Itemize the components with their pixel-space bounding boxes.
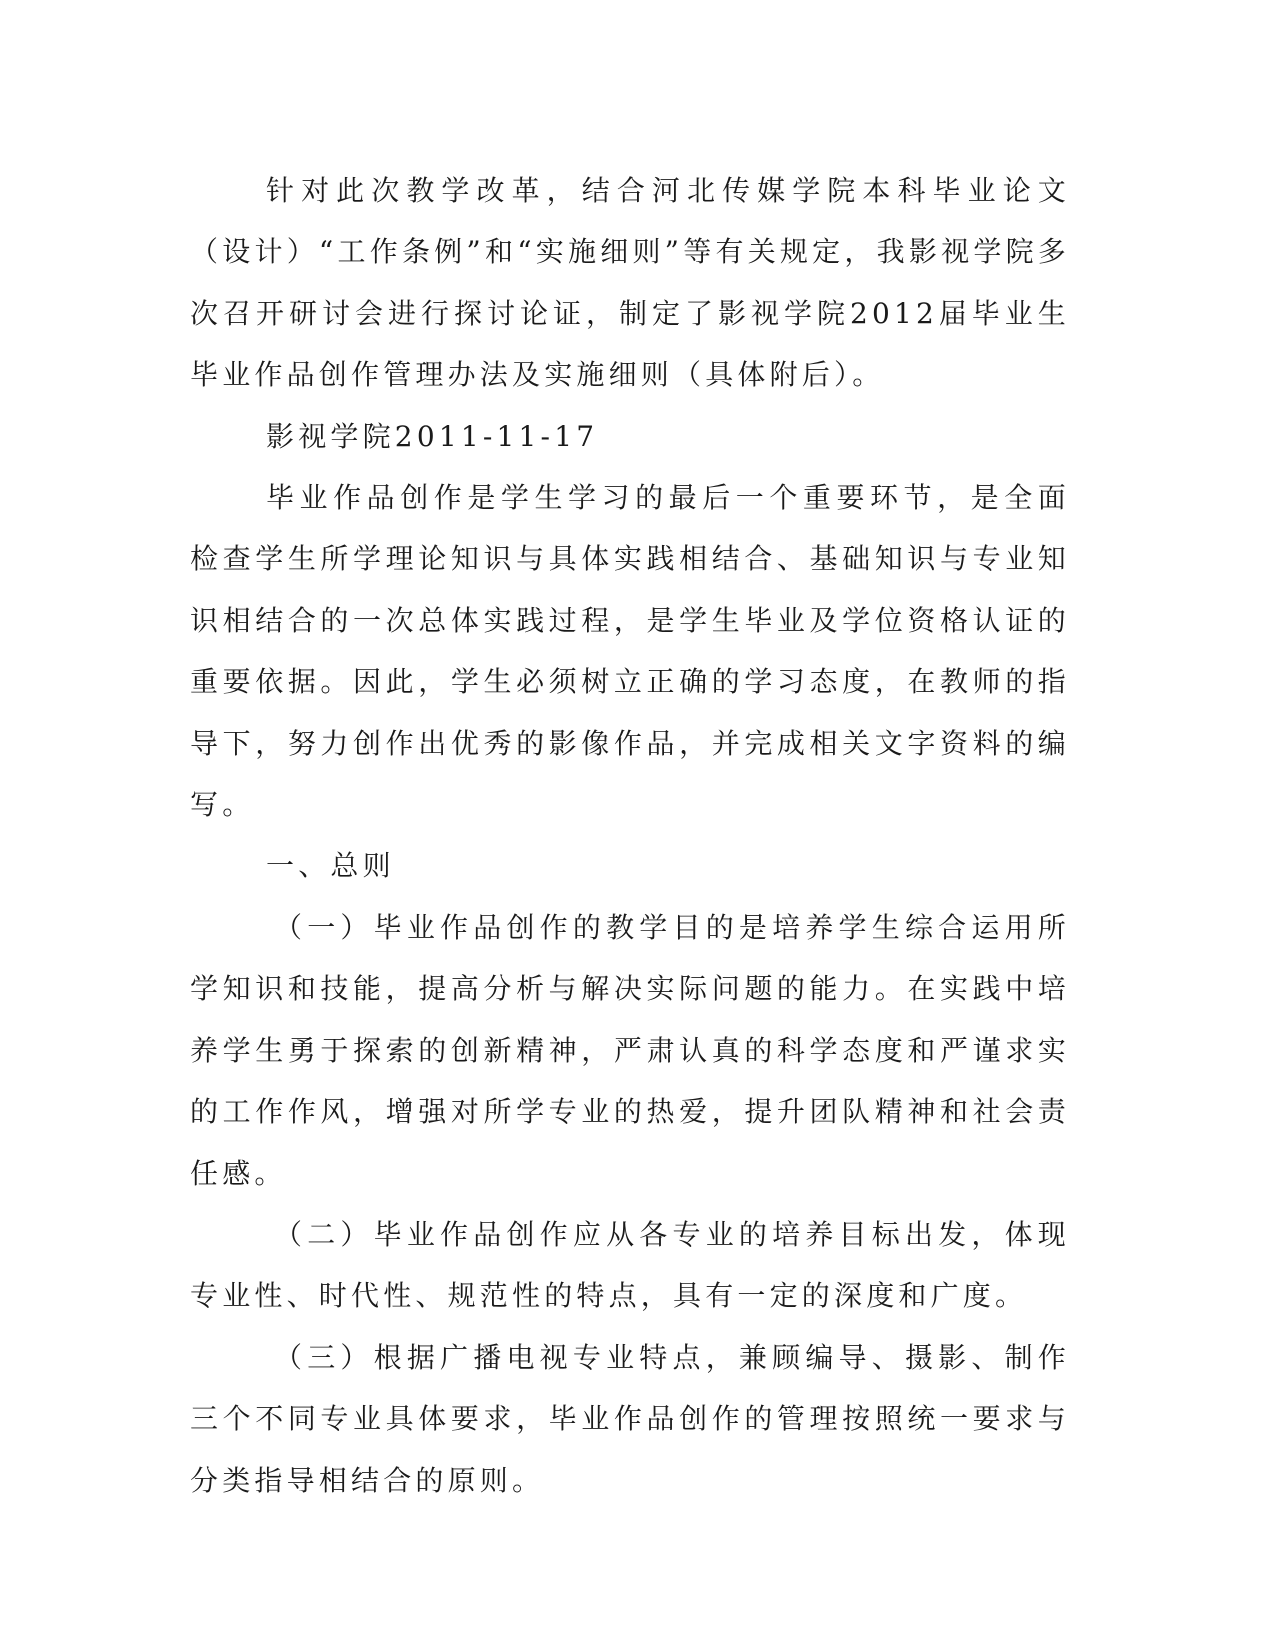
paragraph-intro: 针对此次教学改革，结合河北传媒学院本科毕业论文（设计）“工作条例”和“实施细则”等有关规定，我影视学院多次召开研讨会进行探讨论证，制定了影视学院2012届毕业生毕业作品创作管理办法及实施细则（具体附后）。 xyxy=(190,174,1070,392)
paragraph-item-3: （三）根据广播电视专业特点，兼顾编导、摄影、制作三个不同专业具体要求，毕业作品创作的管理按照统一要求与分类指导相结合的原则。 xyxy=(190,1340,1070,1497)
paragraph-overview: 毕业作品创作是学生学习的最后一个重要环节，是全面检查学生所学理论知识与具体实践相结合、基础知识与专业知识相结合的一次总体实践过程，是学生毕业及学位资格认证的重要依据。因此，学生必须树立正确的学习态度，在教师的指导下，努力创作出优秀的影像作品，并完成相关文字资料的编写。 xyxy=(190,481,1070,822)
paragraph-item-1: （一）毕业作品创作的教学目的是培养学生综合运用所学知识和技能，提高分析与解决实际问题的能力。在实践中培养学生勇于探索的创新精神，严肃认真的科学态度和严谨求实的工作作风，增强对所学专业的热爱，提升团队精神和社会责任感。 xyxy=(190,910,1070,1190)
paragraph-item-2: （二）毕业作品创作应从各专业的培养目标出发，体现专业性、时代性、规范性的特点，具有一定的深度和广度。 xyxy=(190,1217,1070,1313)
paragraph-date-signature: 影视学院2011-11-17 xyxy=(266,419,599,453)
section-heading-general: 一、总则 xyxy=(266,849,395,883)
document-body xyxy=(190,160,1070,1511)
